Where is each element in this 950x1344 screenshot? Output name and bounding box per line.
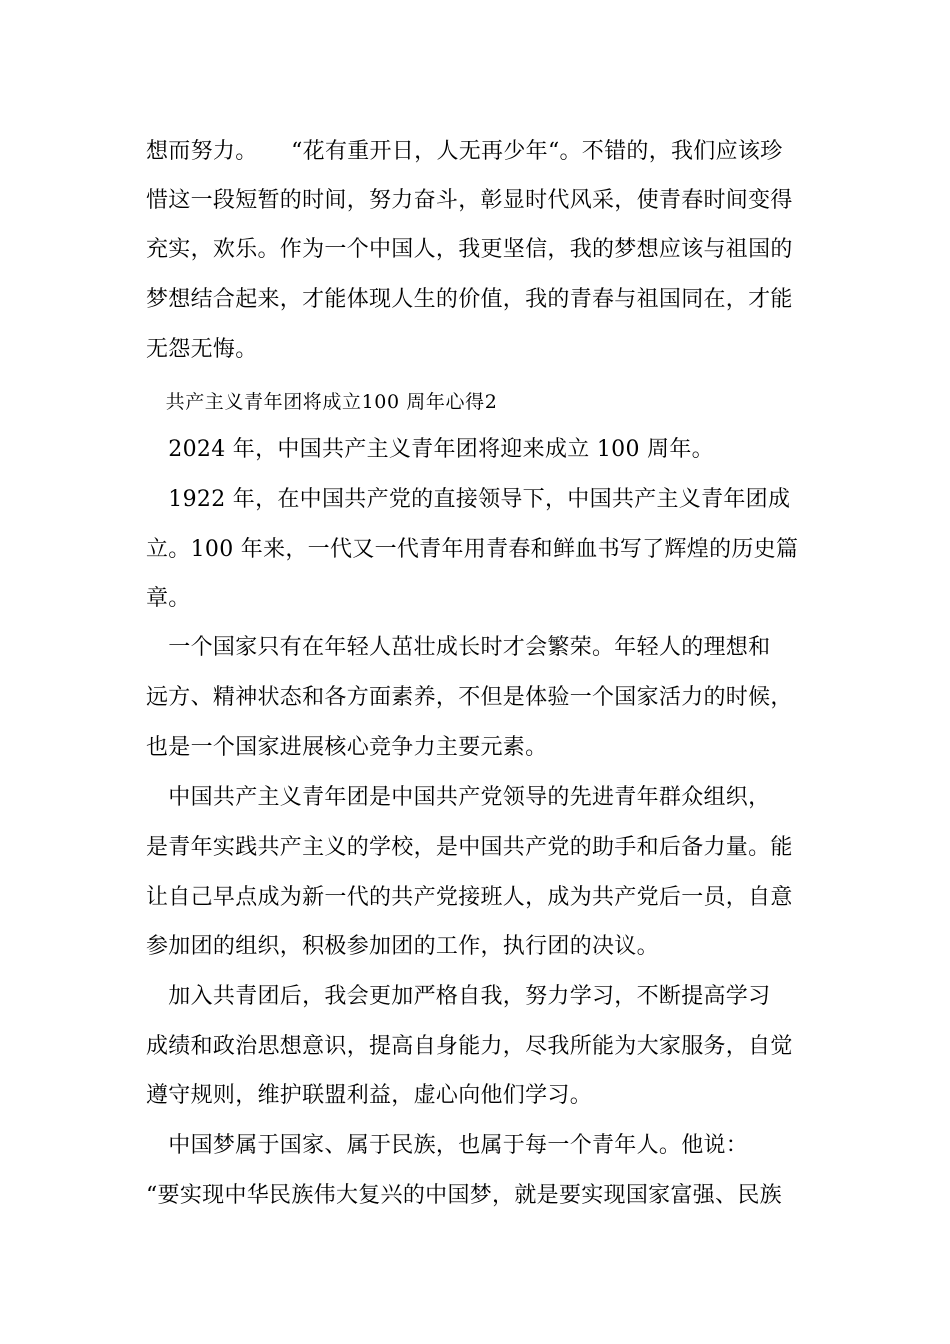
paragraph-line: 加入共青团后，我会更加严格自我，努力学习，不断提高学习 xyxy=(146,984,771,1009)
paragraph-line: 惜这一段短暂的时间，努力奋斗，彰显时代风采，使青春时间变得 xyxy=(146,188,793,213)
paragraph-line: 中国共产主义青年团是中国共产党领导的先进青年群众组织， xyxy=(146,785,771,810)
paragraph-line: 成绩和政治思想意识，提高自身能力，尽我所能为大家服务，自觉 xyxy=(146,1034,793,1059)
paragraph-line: “要实现中华民族伟大复兴的中国梦，就是要实现国家富强、民族 xyxy=(146,1183,782,1208)
paragraph-line: 梦想结合起来，才能体现人生的价值，我的青春与祖国同在，才能 xyxy=(146,287,793,312)
paragraph-line: 遵守规则，维护联盟利益，虚心向他们学习。 xyxy=(146,1083,593,1108)
paragraph-line: 是青年实践共产主义的学校，是中国共产党的助手和后备力量。能 xyxy=(146,835,793,860)
paragraph-line: 中国梦属于国家、属于民族，也属于每一个青年人。他说： xyxy=(146,1133,749,1158)
paragraph-line: 章。 xyxy=(146,586,191,611)
paragraph-line: 参加团的组织，积极参加团的工作，执行团的决议。 xyxy=(146,934,659,959)
paragraph-line: 也是一个国家进展核心竞争力主要元素。 xyxy=(146,735,548,760)
paragraph-line: 1922 年，在中国共产党的直接领导下，中国共产主义青年团成 xyxy=(146,487,791,512)
paragraph-line: 2024 年，中国共产主义青年团将迎来成立 100 周年。 xyxy=(146,437,714,462)
paragraph-line: 想而努力。 “花有重开日，人无再少年“。不错的，我们应该珍 xyxy=(146,139,783,164)
paragraph-line: 远方、精神状态和各方面素养，不但是体验一个国家活力的时候， xyxy=(146,685,793,710)
paragraph-line: 立。100 年来，一代又一代青年用青春和鲜血书写了辉煌的历史篇 xyxy=(146,537,799,562)
paragraph-line: 无怨无悔。 xyxy=(146,337,258,362)
paragraph-line: 让自己早点成为新一代的共产党接班人，成为共产党后一员，自意 xyxy=(146,885,793,910)
paragraph-line: 一个国家只有在年轻人茁壮成长时才会繁荣。年轻人的理想和 xyxy=(146,635,771,660)
paragraph-line: 充实，欢乐。作为一个中国人，我更坚信，我的梦想应该与祖国的 xyxy=(146,237,793,262)
section-heading: 共产主义青年团将成立100 周年心得2 xyxy=(146,391,498,413)
